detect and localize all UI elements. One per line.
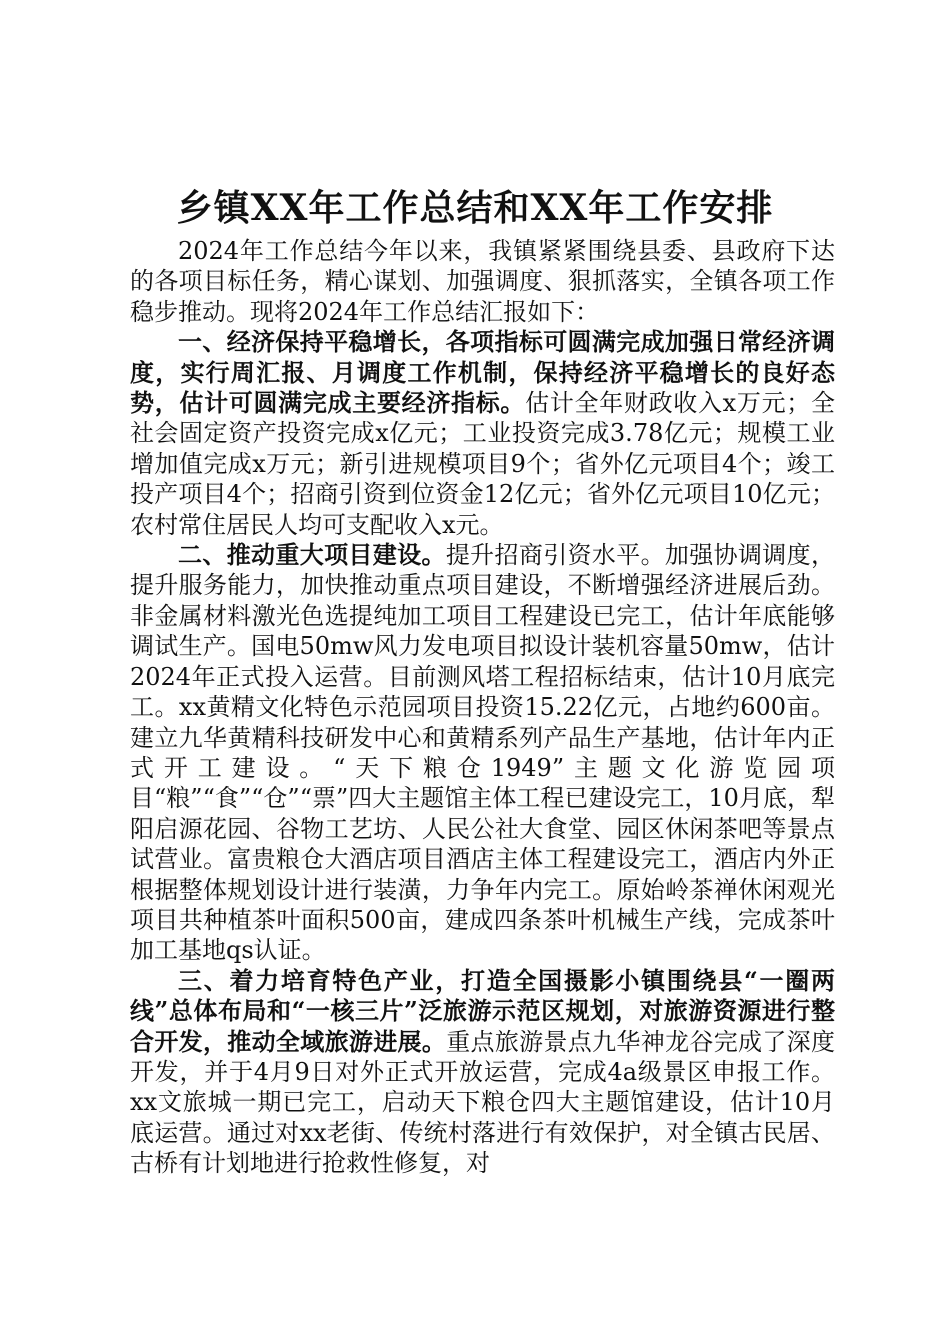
document-body bbox=[130, 236, 835, 1179]
section-2-text: 提升招商引资水平。加强协调调度，提升服务能力，加快推动重点项目建设，不断增强经济进展后劲。非金属材料激光色选提纯加工项目工程建设已完工，估计年底能够调试生产。国电50mw风力发电项目拟设计装机容量50mw，估计2024年正式投入运营。目前测风塔工程招标结束，估计10月底完工。xx黄精文化特色示范园项目投资15.22亿元，占地约600亩。建立九华黄精科技研发中心和黄精系列产品生产基地，估计年内正式开工建设。“天下粮仓1949”主题文化游览园项目“粮”“食”“仓”“票”四大主题馆主体工程已建设完工，10月底，犁阳启源花园、谷物工艺坊、人民公社大食堂、园区休闲茶吧等景点试营业。富贵粮仓大酒店项目酒店主体工程建设完工，酒店内外正根据整体规划设计进行装潢，力争年内完工。原始岭茶禅休闲观光项目共种植茶叶面积500亩，建成四条茶叶机械生产线，完成茶叶加工基地qs认证。 bbox=[130, 541, 836, 965]
section-1-heading: 一、经济保持平稳增长，各项指标可圆满完成加强日常经济调度，实行周汇报、月调度工作机制，保持经济平稳增长的良好态势，估计可圆满完成主要经济指标。 bbox=[130, 327, 835, 418]
section-1-paragraph bbox=[130, 327, 835, 540]
section-3-heading: 三、着力培育特色产业，打造全国摄影小镇围绕县“一圈两线”总体布局和“一核三片”泛旅游示范区规划，对旅游资源进行整合开发，推动全域旅游进展。 bbox=[130, 965, 835, 1056]
section-2-paragraph bbox=[130, 540, 835, 966]
section-3-text: 重点旅游景点九华神龙谷完成了深度开发，并于4月9日对外正式开放运营，完成4a级景区申报工作。xx文旅城一期已完工，启动天下粮仓四大主题馆建设，估计10月底运营。通过对xx老街、传统村落进行有效保护，对全镇古民居、古桥有计划地进行抢救性修复，对 bbox=[130, 1027, 836, 1178]
section-3-paragraph bbox=[130, 966, 835, 1179]
section-2-heading: 二、推动重大项目建设。 bbox=[178, 540, 446, 570]
section-1-text: 估计全年财政收入x万元；全社会固定资产投资完成x亿元；工业投资完成3.78亿元；规模工业增加值完成x万元；新引进规模项目9个；省外亿元项目4个；竣工投产项目4个；招商引资到位资金12亿元；省外亿元项目10亿元；农村常住居民人均可支配收入x元。 bbox=[130, 389, 835, 539]
intro-paragraph: 2024年工作总结今年以来，我镇紧紧围绕县委、县政府下达的各项目标任务，精心谋划、加强调度、狠抓落实，全镇各项工作稳步推动。现将2024年工作总结汇报如下： bbox=[130, 237, 835, 326]
document-title: 乡镇XX年工作总结和XX年工作安排 bbox=[176, 187, 774, 229]
